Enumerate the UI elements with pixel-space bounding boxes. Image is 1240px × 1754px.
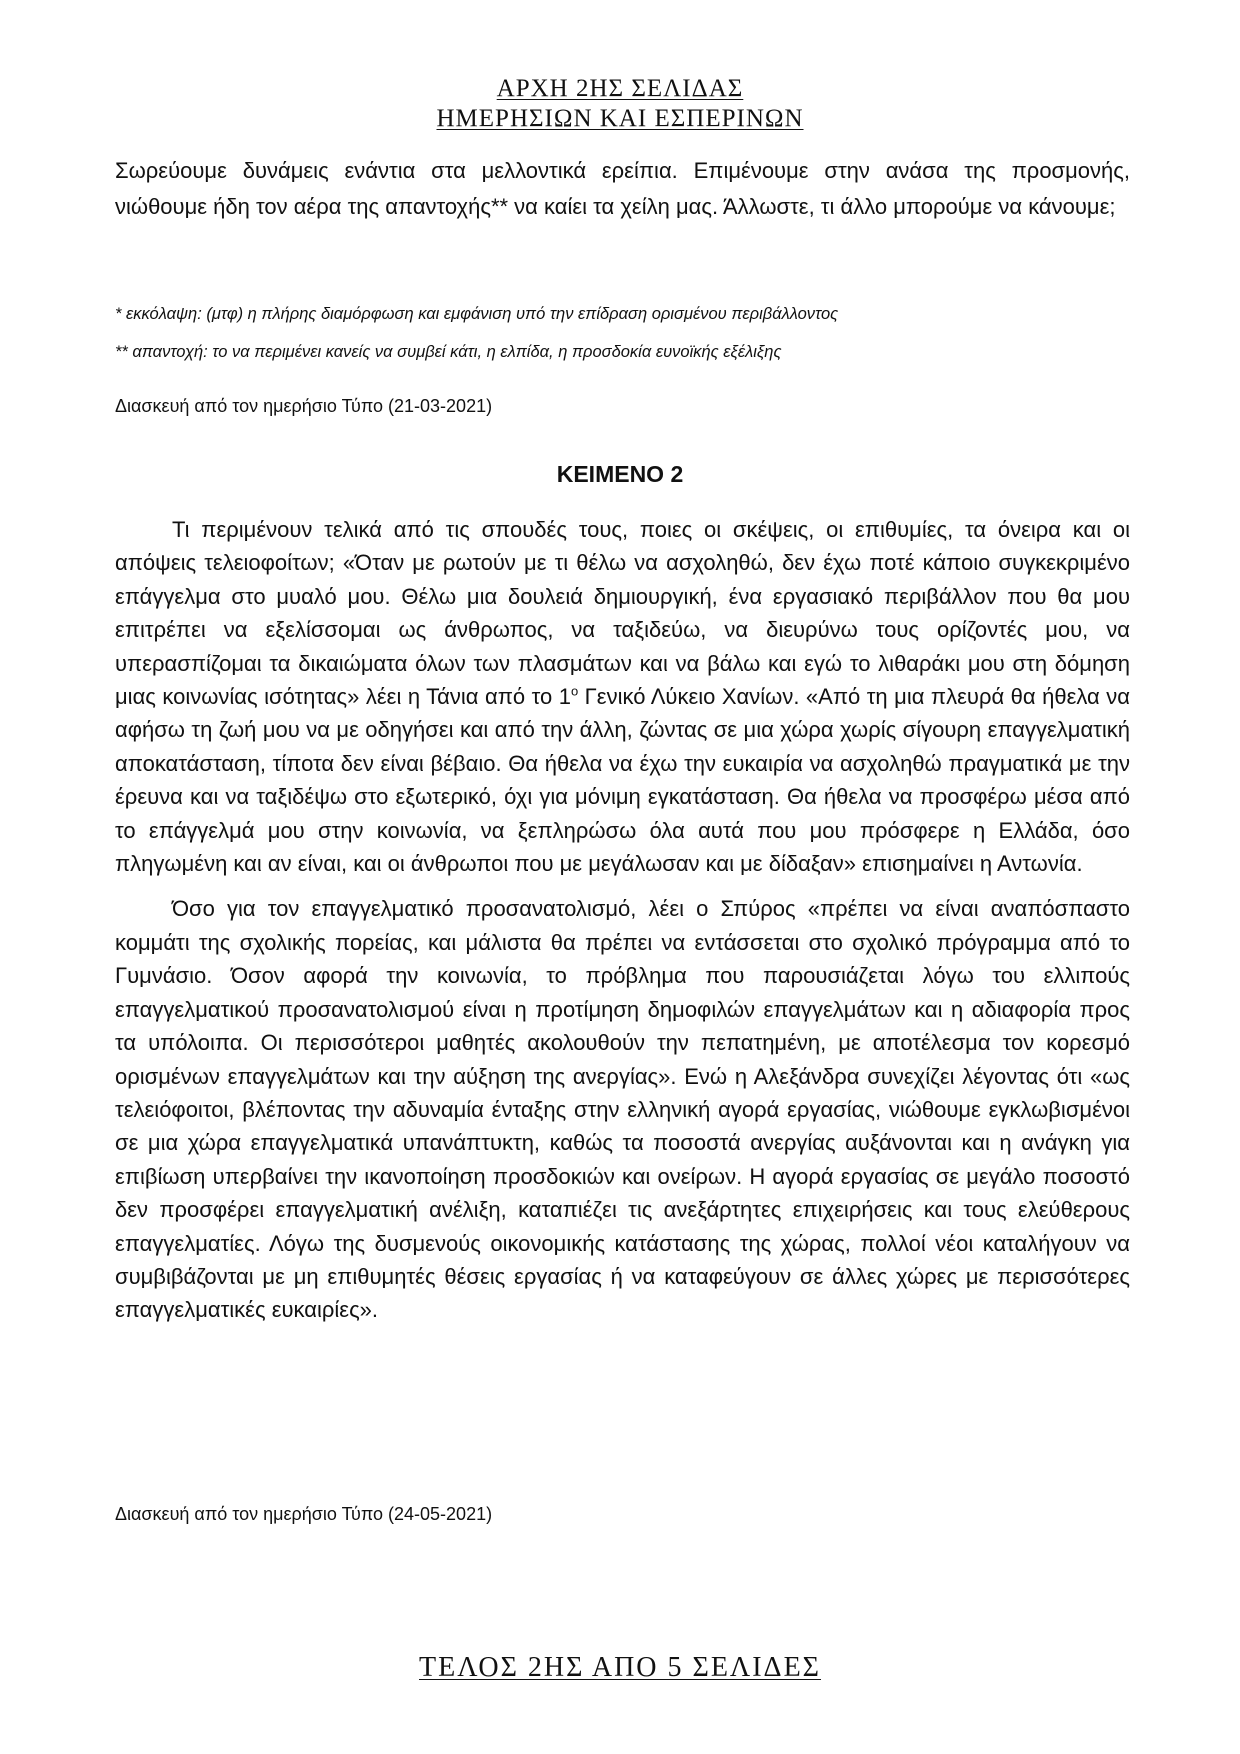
- page-footer: ΤΕΛΟΣ 2ΗΣ ΑΠΟ 5 ΣΕΛΙΔΕΣ: [419, 1652, 821, 1683]
- intro-paragraph: Σωρεύουμε δυνάμεις ενάντια στα μελλοντικά ερείπια. Επιμένουμε στην ανάσα της προσμονής, νιώθουμε ήδη τον αέρα της απαντοχής** να καίει τα χείλη μας. Άλλωστε, τι άλλο μπορούμε να κάνουμε;: [115, 158, 1130, 219]
- page-header: [0, 74, 1240, 134]
- paragraph-1-part-a: Τι περιμένουν τελικά από τις σπουδές τους, ποιες οι σκέψεις, οι επιθυμίες, τα όνειρα και οι απόψεις τελειοφοίτων; «Όταν με ρωτούν με τι θέλω να ασχοληθώ, δεν έχω ποτέ κάποιο συγκεκριμένο επάγγελμα στο μυαλό μου. Θέλω μια δουλειά δημιουργική, ένα εργασιακό περιβάλλον που θα μου επιτρέπει να εξελίσσομαι ως άνθρωπος, να ταξιδεύω, να διευρύνω τους ορίζοντές μου, να υπερασπίζομαι τα δικαιώματα όλων των πλασμάτων και να βάλω και εγώ το λιθαράκι μου στη δόμηση μιας κοινωνίας ισότητας» λέει η Τάνια από το 1: [115, 517, 1130, 710]
- footnotes: [115, 303, 1130, 379]
- ordinal-superscript: ο: [570, 683, 579, 699]
- footnote-apantochi: ** απαντοχή: το να περιμένει κανείς να συμβεί κάτι, η ελπίδα, η προσδοκία ευνοϊκής εξέλιξης: [115, 343, 782, 361]
- header-page-start: ΑΡΧΗ 2ΗΣ ΣΕΛΙΔΑΣ: [496, 75, 744, 102]
- source-citation-2: Διασκευή από τον ημερήσιο Τύπο (24-05-2021): [115, 1504, 493, 1524]
- footnote-ekkolapsi: * εκκόλαψη: (μτφ) η πλήρης διαμόρφωση και εμφάνιση υπό την επίδραση ορισμένου περιβάλλοντος: [115, 305, 839, 323]
- text-2-paragraph-2: Όσο για τον επαγγελματικό προσανατολισμό, λέει ο Σπύρος «πρέπει να είναι αναπόσπαστο κομμάτι της σχολικής πορείας, και μάλιστα θα πρέπει να εντάσσεται στο σχολικό πρόγραμμα από το Γυμνάσιο. Όσον αφορά την κοινωνία, το πρόβλημα που παρουσιάζεται λόγω του ελλιπούς επαγγελματικού προσανατολισμού είναι η προτίμηση δημοφιλών επαγγελμάτων και η αδιαφορία προς τα υπόλοιπα. Οι περισσότεροι μαθητές ακολουθούν την πεπατημένη, με αποτέλεσμα τον κορεσμό ορισμένων επαγγελμάτων και την αύξηση της ανεργίας». Ενώ η Αλεξάνδρα συνεχίζει λέγοντας ότι «ως τελειόφοιτοι, βλέποντας την αδυναμία ένταξης στην ελληνική αγορά εργασίας, νιώθουμε εγκλωβισμένοι σε μια χώρα επαγγελματικά υπανάπτυκτη, καθώς τα ποσοστά ανεργίας αυξάνονται και η ανάγκη για επιβίωση υπερβαίνει την ικανοποίηση προσδοκιών και ονείρων. Η αγορά εργασίας σε μεγάλο ποσοστό δεν προσφέρει επαγγελματική ανέλιξη, καταπιέζει τις ανεξάρτητες επιχειρήσεις και τους ελεύθερους επαγγελματίες. Λόγω της δυσμενούς οικονομικής κατάστασης της χώρας, πολλοί νέοι καταλήγουν να συμβιβάζονται με μη επιθυμητές θέσεις εργασίας ή να καταφεύγουν σε άλλες χώρες με περισσότερες επαγγελματικές ευκαιρίες».: [115, 896, 1130, 1323]
- text-2-paragraph-1: [115, 513, 1130, 880]
- section-title: ΚΕΙΜΕΝΟ 2: [556, 461, 684, 487]
- paragraph-1-part-b: Γενικό Λύκειο Χανίων. «Από τη μια πλευρά θα ήθελα να αφήσω τη ζωή μου να με οδηγήσει και από την άλλη, ζώντας σε μια χώρα χωρίς σίγουρη επαγγελματική αποκατάσταση, τίποτα δεν είναι βέβαιο. Θα ήθελα να έχω την ευκαιρία να ασχοληθώ πραγματικά με την έρευνα και να ταξιδέψω στο εξωτερικό, όχι για μόνιμη εγκατάσταση. Θα ήθελα να προσφέρω μέσα από το επάγγελμά μου στην κοινωνία, να ξεπληρώσω όλα αυτά που μου πρόσφερε η Ελλάδα, όσο πληγωμένη και αν είναι, και οι άνθρωποι που με μεγάλωσαν και με δίδαξαν» επισημαίνει η Αντωνία.: [115, 684, 1130, 877]
- header-exam-type: ΗΜΕΡΗΣΙΩΝ ΚΑΙ ΕΣΠΕΡΙΝΩΝ: [436, 105, 804, 132]
- source-citation-1: Διασκευή από τον ημερήσιο Τύπο (21-03-2021): [115, 396, 493, 416]
- text-2-body: [115, 513, 1130, 1339]
